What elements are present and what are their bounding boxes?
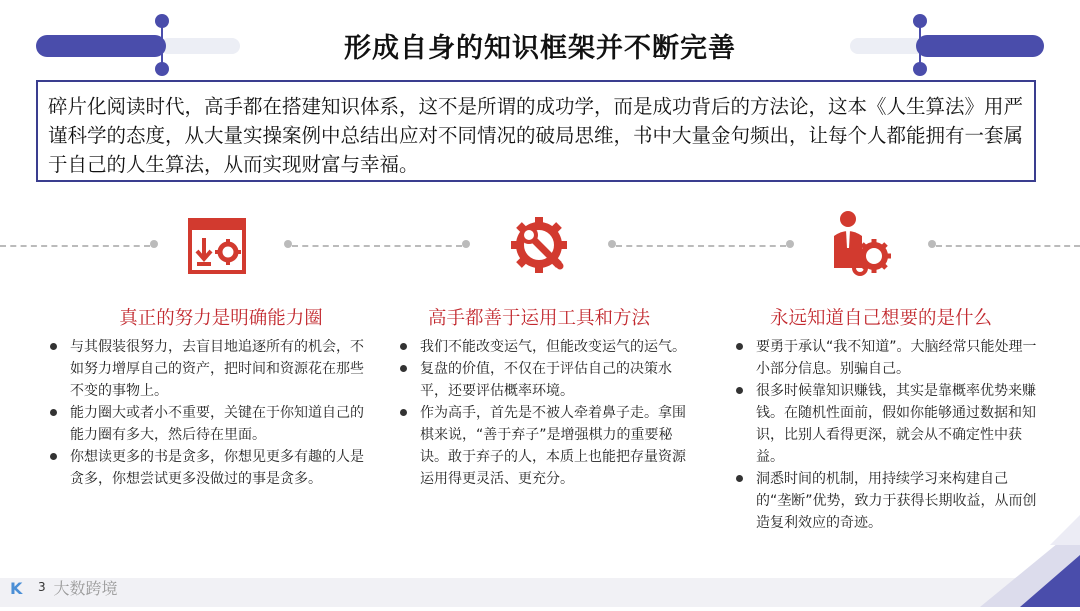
- separator-dot: [284, 240, 292, 248]
- separator-mid-left: [292, 245, 462, 247]
- list-item: 复盘的价值，不仅在于评估自己的决策水平，还要评估概率环境。: [394, 358, 694, 402]
- summary-text: 碎片化阅读时代，高手都在搭建知识体系，这不是所谓的成功学，而是成功背后的方法论，这本《人生算法》用严谨科学的态度，从大量实操案例中总结出应对不同情况的破局思维，书中大量金句频出，让每个人都能拥有一套属于自己的人生算法，从而实现财富与幸福。: [48, 95, 1024, 176]
- list-item: 要勇于承认“我不知道”。大脑经常只能处理一小部分信息。别骗自己。: [730, 336, 1040, 380]
- separator-dot: [608, 240, 616, 248]
- logo-mark-icon: K: [10, 579, 23, 598]
- separator-dot: [462, 240, 470, 248]
- column-2-list: [394, 336, 694, 490]
- list-item: 你想读更多的书是贪多，你想见更多有趣的人是贪多，你想尝试更多没做过的事是贪多。: [44, 446, 364, 490]
- list-item: 能力圈大或者小不重要，关键在于你知道自己的能力圈有多大，然后待在里面。: [44, 402, 364, 446]
- footer-band: [0, 578, 1080, 607]
- separator-left: [0, 245, 150, 247]
- column-1-list: [44, 336, 364, 490]
- column-3-title: 永远知道自己想要的是什么: [769, 308, 992, 329]
- separator-dot: [928, 240, 936, 248]
- column-2-title: 高手都善于运用工具和方法: [427, 308, 650, 329]
- column-1-title: 真正的努力是明确能力圈: [119, 308, 323, 329]
- list-item: 很多时候靠知识赚钱，其实是靠概率优势来赚钱。在随机性面前，假如你能够通过数据和知识，比别人看得更深，就会从不确定性中获益。: [730, 380, 1040, 468]
- separator-right: [936, 245, 1080, 247]
- download-gear-window-icon: [188, 218, 246, 278]
- column-3-list: [730, 336, 1040, 534]
- separator-dot: [150, 240, 158, 248]
- summary-box: [36, 80, 1036, 182]
- page-number: 3: [38, 580, 46, 594]
- separator-mid-right: [616, 245, 786, 247]
- logo-text: 大数跨境: [53, 579, 118, 598]
- list-item: 与其假装很努力，去盲目地追逐所有的机会，不如努力增厚自己的资产，把时间和资源花在那些不变的事物上。: [44, 336, 364, 402]
- list-item: 洞悉时间的机制，用持续学习来构建自己的“垄断”优势，致力于获得长期收益，从而创造复利效应的奇迹。: [730, 468, 1040, 534]
- gear-wrench-icon: [508, 214, 570, 280]
- corner-decoration: [950, 515, 1080, 611]
- page-title: 形成自身的知识框架并不断完善: [344, 33, 736, 64]
- separator-dot: [786, 240, 794, 248]
- list-item: 我们不能改变运气，但能改变运气的运气。: [394, 336, 694, 358]
- footer-logo: [10, 576, 118, 599]
- list-item: 作为高手，首先是不被人牵着鼻子走。拿围棋来说，“善于弃子”是增强棋力的重要秘诀。敢于弃子的人，本质上也能把存量资源运用得更灵活、更充分。: [394, 402, 694, 490]
- businessman-gears-icon: [826, 208, 896, 282]
